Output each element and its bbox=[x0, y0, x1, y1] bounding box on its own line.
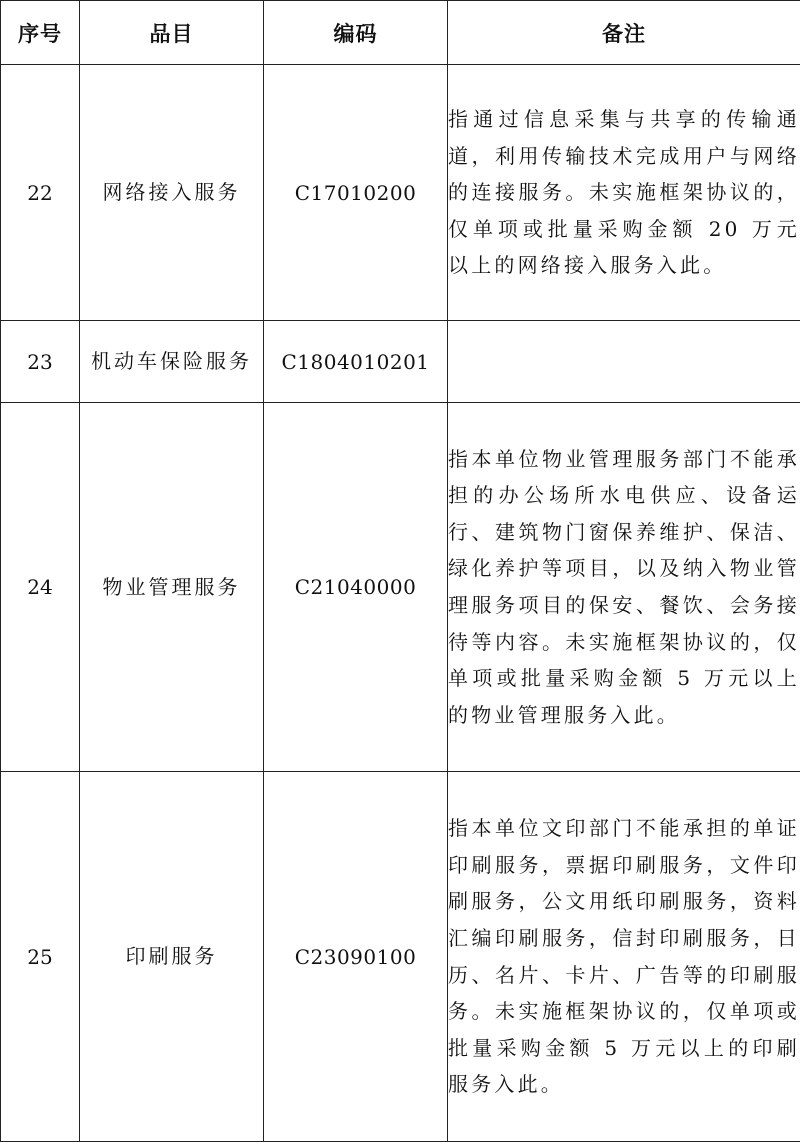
row-code: C23090100 bbox=[264, 772, 448, 1142]
row-code: C17010200 bbox=[264, 65, 448, 321]
row-item-name: 印刷服务 bbox=[80, 772, 264, 1142]
table-row bbox=[1, 403, 800, 772]
row-code: C21040000 bbox=[264, 403, 448, 772]
header-index: 序号 bbox=[1, 1, 80, 65]
row-item-name: 机动车保险服务 bbox=[80, 321, 264, 403]
row-item-name: 物业管理服务 bbox=[80, 403, 264, 772]
header-code: 编码 bbox=[264, 1, 448, 65]
row-note: 指通过信息采集与共享的传输通道，利用传输技术完成用户与网络的连接服务。未实施框架协议的，仅单项或批量采购金额 20 万元以上的网络接入服务入此。 bbox=[448, 65, 800, 321]
row-index: 23 bbox=[1, 321, 80, 403]
row-note bbox=[448, 321, 800, 403]
row-note: 指本单位物业管理服务部门不能承担的办公场所水电供应、设备运行、建筑物门窗保养维护、保洁、绿化养护等项目，以及纳入物业管理服务项目的保安、餐饮、会务接待等内容。未实施框架协议的，仅单项或批量采购金额 5 万元以上的物业管理服务入此。 bbox=[448, 403, 800, 772]
header-item: 品目 bbox=[80, 1, 264, 65]
table-row bbox=[1, 65, 800, 321]
row-index: 24 bbox=[1, 403, 80, 772]
header-note: 备注 bbox=[448, 1, 800, 65]
row-index: 22 bbox=[1, 65, 80, 321]
row-index: 25 bbox=[1, 772, 80, 1142]
table-row bbox=[1, 321, 800, 403]
table-header-row bbox=[1, 1, 800, 65]
row-code: C1804010201 bbox=[264, 321, 448, 403]
row-note: 指本单位文印部门不能承担的单证印刷服务，票据印刷服务，文件印刷服务，公文用纸印刷服务，资料汇编印刷服务，信封印刷服务，日历、名片、卡片、广告等的印刷服务。未实施框架协议的，仅单项或批量采购金额 5 万元以上的印刷服务入此。 bbox=[448, 772, 800, 1142]
row-item-name: 网络接入服务 bbox=[80, 65, 264, 321]
table-row bbox=[1, 772, 800, 1142]
